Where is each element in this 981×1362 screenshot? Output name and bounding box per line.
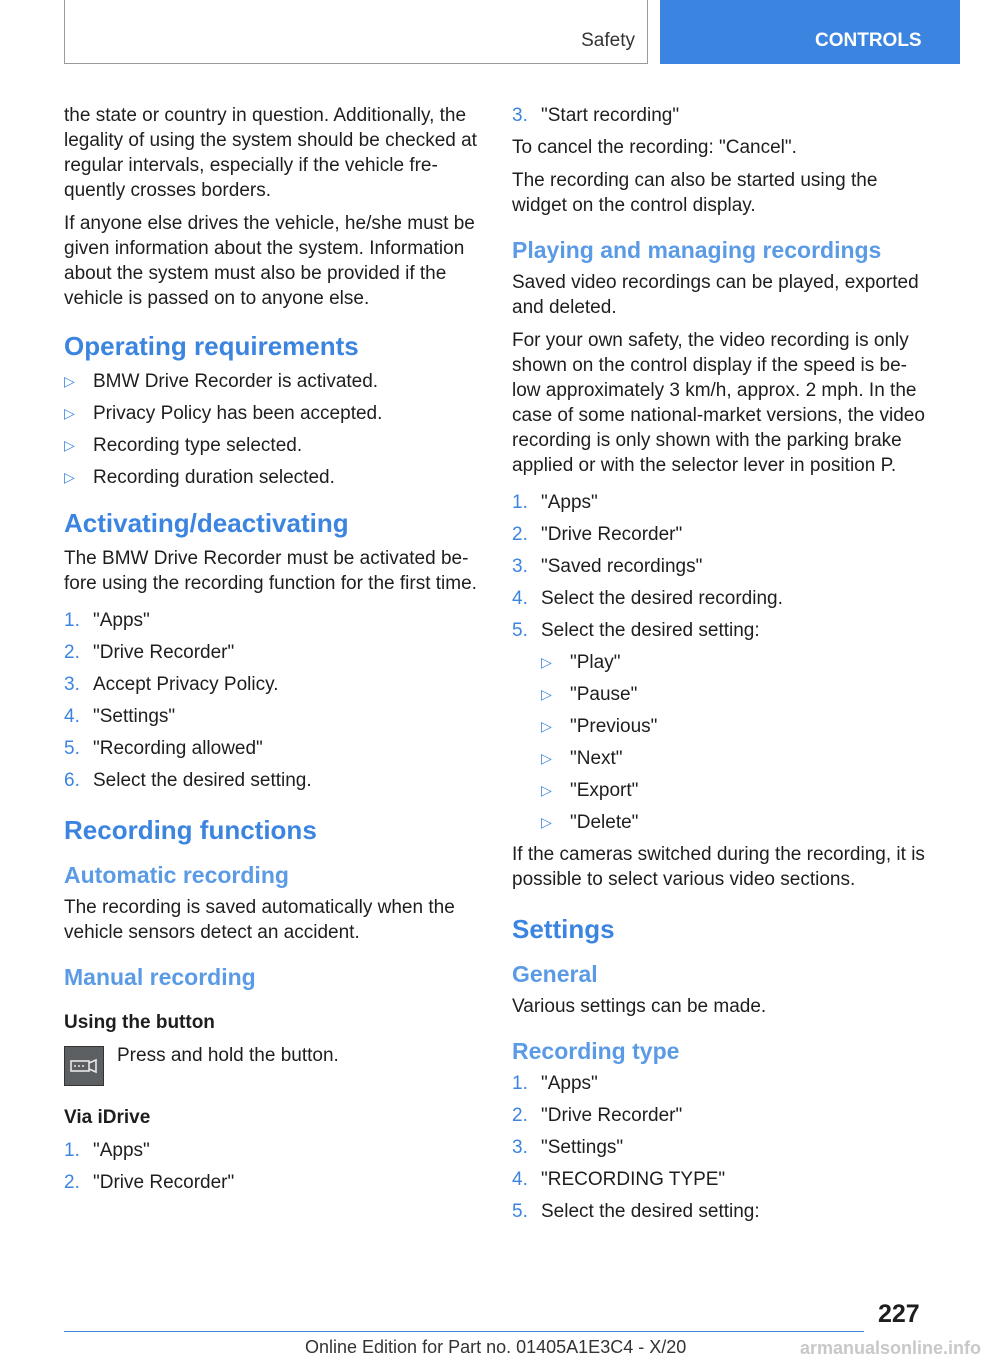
heading-automatic-recording: Automatic recording: [64, 862, 289, 888]
heading-recording-type: Recording type: [512, 1038, 680, 1064]
triangle-right-icon: ▷: [541, 782, 552, 798]
list-item: 5. Select the desired setting:: [512, 620, 760, 641]
triangle-right-icon: ▷: [541, 750, 552, 766]
paragraph: To cancel the recording: "Cancel".: [512, 137, 797, 158]
heading-via-idrive: Via iDrive: [64, 1107, 151, 1128]
heading-operating-requirements: Operating requirements: [64, 331, 359, 361]
paragraph: Various settings can be made.: [512, 996, 767, 1017]
triangle-right-icon: ▷: [541, 718, 552, 734]
heading-recording-functions: Recording functions: [64, 815, 317, 845]
right-column: [512, 103, 926, 1231]
paragraph: The recording is saved automatically when the vehicle sensors detect an accident.: [64, 897, 455, 943]
page-number: 227: [878, 1300, 920, 1328]
activating-steps: [64, 608, 478, 793]
list-item: ▷ "Play": [541, 652, 621, 673]
list-item: ▷ Recording duration selected.: [64, 467, 335, 488]
button-instruction-text: Press and hold the button.: [117, 1045, 339, 1066]
footer-divider: [64, 1331, 864, 1332]
list-item: 3. "Saved recordings": [512, 556, 703, 577]
footer-watermark: armanualsonline.info: [800, 1338, 981, 1358]
heading-using-the-button: Using the button: [64, 1012, 215, 1033]
list-item: ▷ "Delete": [541, 812, 639, 833]
heading-playing-managing: Playing and managing recordings: [512, 237, 882, 263]
drive-recorder-button-icon: [64, 1046, 104, 1086]
list-item: 6. Select the desired setting.: [64, 770, 312, 791]
paragraph: the state or country in question. Additionally, the legality of using the system should be checked at regular intervals, especially if the vehicle fre-quently crosses borders.: [64, 105, 477, 201]
heading-settings: Settings: [512, 914, 615, 944]
list-item: 2. "Drive Recorder": [64, 642, 235, 663]
list-item: 4. Select the desired recording.: [512, 588, 783, 609]
triangle-right-icon: ▷: [541, 814, 552, 830]
list-item: 3. "Settings": [512, 1137, 624, 1158]
list-item: 1. "Apps": [512, 492, 598, 513]
triangle-right-icon: ▷: [64, 469, 75, 485]
header-section-box: [64, 0, 648, 64]
paragraph: The BMW Drive Recorder must be activated be-fore using the recording function for the first time.: [64, 548, 477, 594]
list-item: 2. "Drive Recorder": [64, 1172, 235, 1193]
list-item: ▷ "Previous": [541, 716, 658, 737]
footer-edition: Online Edition for Part no. 01405A1E3C4 - X/20: [305, 1337, 687, 1357]
list-item: 4. "Settings": [64, 706, 176, 727]
list-item: 1. "Apps": [512, 1073, 598, 1094]
idrive-steps-continued: [512, 103, 926, 128]
list-item: ▷ "Next": [541, 748, 623, 769]
heading-general: General: [512, 961, 598, 987]
idrive-steps: [64, 1138, 478, 1195]
playing-steps: [512, 490, 926, 643]
heading-activating: Activating/deactivating: [64, 508, 349, 538]
list-item: 5. "Recording allowed": [64, 738, 263, 759]
button-instruction: [64, 1043, 478, 1086]
paragraph: Saved video recordings can be played, exported and deleted.: [512, 272, 919, 318]
list-item: ▷ "Export": [541, 780, 639, 801]
list-item: 3. "Start recording": [512, 105, 680, 126]
triangle-right-icon: ▷: [541, 654, 552, 670]
triangle-right-icon: ▷: [541, 686, 552, 702]
playing-options-list: [512, 650, 926, 835]
recording-type-steps: [512, 1071, 926, 1224]
list-item: 1. "Apps": [64, 610, 150, 631]
list-item: 2. "Drive Recorder": [512, 1105, 683, 1126]
list-item: ▷ "Pause": [541, 684, 638, 705]
triangle-right-icon: ▷: [64, 405, 75, 421]
heading-manual-recording: Manual recording: [64, 964, 256, 990]
list-item: 1. "Apps": [64, 1140, 150, 1161]
triangle-right-icon: ▷: [64, 437, 75, 453]
left-column: [64, 103, 478, 1202]
paragraph: If the cameras switched during the recording, it is possible to select various video sections.: [512, 844, 925, 890]
paragraph: For your own safety, the video recording is only shown on the control display if the speed is be-low approximately 3 km/h, approx. 2 mph. In the case of some national-market versions, the video recording is only shown with the parking brake applied or with the selector lever in position P.: [512, 330, 925, 476]
list-item: 3. Accept Privacy Policy.: [64, 674, 279, 695]
header-chapter-tab: CONTROLS: [660, 0, 960, 64]
list-item: 5. Select the desired setting:: [512, 1201, 760, 1222]
operating-requirements-list: [64, 369, 478, 490]
paragraph: The recording can also be started using the widget on the control display.: [512, 170, 878, 216]
triangle-right-icon: ▷: [64, 373, 75, 389]
list-item: 2. "Drive Recorder": [512, 524, 683, 545]
list-item: ▷ Privacy Policy has been accepted.: [64, 403, 383, 424]
paragraph: If anyone else drives the vehicle, he/she must be given information about the system. Information about the system must also be provided if the vehicle is passed on to anyone else.: [64, 213, 475, 309]
list-item: ▷ BMW Drive Recorder is activated.: [64, 371, 379, 392]
list-item: 4. "RECORDING TYPE": [512, 1169, 726, 1190]
header-section-label: Safety: [581, 30, 635, 51]
list-item: ▷ Recording type selected.: [64, 435, 303, 456]
